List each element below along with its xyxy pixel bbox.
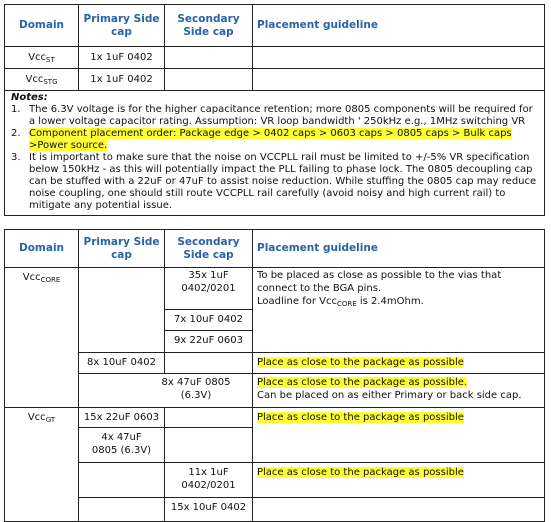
- header-domain: Domain: [5, 5, 79, 47]
- guideline-cell: [253, 47, 545, 69]
- note-item: [11, 152, 540, 212]
- primary-cap-cell: 1x 1uF 0402: [79, 47, 165, 69]
- primary-cap-cell: 15x 22uF 0603: [79, 408, 165, 428]
- note-number: 2.: [11, 128, 21, 139]
- guideline-cell: Place as close to the package as possible: [253, 463, 545, 498]
- table-row: [5, 69, 545, 91]
- loadline-text: Loadline for Vcc$_{CORE}$ is 2.4mOhm.: [257, 296, 424, 308]
- note-text: It is important to make sure that the noise on VCCPLL rail must be limited to +/-5% VR specification below 150kHz - as this will potentially impact the PLL failing to phase lock. The 0805 decoupling cap can be stuffed with a 22uF or 47uF to assist noise reduction. While stuffing the 0805 cap may reduce noise coupling, one should still route VCCPLL rail carefully (avoid noisy and high current rail) to mitigate any potential issue.: [29, 152, 537, 211]
- note-item: [11, 128, 540, 152]
- header-secondary-side-cap: Secondary Side cap: [165, 230, 253, 268]
- table-row: [5, 47, 545, 69]
- domain-cell: Vcc$_{STG}$: [5, 69, 79, 91]
- secondary-cap-cell: 11x 1uF 0402/0201: [165, 463, 253, 498]
- secondary-cap-cell: 7x 10uF 0402: [165, 310, 253, 331]
- primary-cap-cell: 4x 47uF 0805 (6.3V): [79, 428, 165, 463]
- primary-cap-cell: 8x 10uF 0402: [79, 353, 165, 374]
- decap-table-top: [4, 4, 545, 216]
- guideline-cell: Place as close to the package as possible: [253, 408, 545, 463]
- header-placement-guideline: Placement guideline: [253, 5, 545, 47]
- header-placement-guideline: Placement guideline: [253, 230, 545, 268]
- table-row: [5, 463, 545, 498]
- domain-cell: Vcc$_{ST}$: [5, 47, 79, 69]
- secondary-cap-cell: 15x 10uF 0402: [165, 498, 253, 522]
- note-item: [11, 104, 540, 128]
- table-row: [5, 374, 545, 408]
- note-text: The 6.3V voltage is for the higher capacitance retention; more 0805 components will be required for a lower voltage capacitor rating. Assumption: VR loop bandwidth ' 250kHz e.g., 1MHz switching VR: [29, 104, 533, 127]
- secondary-cap-cell: [165, 428, 253, 463]
- secondary-cap-cell: 35x 1uF 0402/0201: [165, 268, 253, 310]
- domain-cell: Vcc$_{CORE}$: [5, 268, 79, 408]
- guideline-cell: Place as close to the package as possible: [253, 353, 545, 374]
- decap-table-bottom: [4, 229, 545, 522]
- table-row: [5, 268, 545, 310]
- guideline-cell: [253, 69, 545, 91]
- secondary-cap-cell: [165, 69, 253, 91]
- header-primary-side-cap: Primary Side cap: [79, 230, 165, 268]
- note-text-highlighted: Component placement order: Package edge > 0402 caps > 0603 caps > 0805 caps > Bulk caps >Power source.: [29, 128, 512, 151]
- notes-section: [5, 91, 545, 216]
- domain-cell: Vcc$_{GT}$: [5, 408, 79, 522]
- primary-cap-cell: [79, 463, 165, 498]
- header-primary-side-cap: Primary Side cap: [79, 5, 165, 47]
- header-domain: Domain: [5, 230, 79, 268]
- primary-or-secondary-cap-cell: 8x 47uF 0805 (6.3V): [79, 374, 253, 408]
- note-number: 1.: [11, 104, 21, 115]
- notes-title: Notes:: [11, 92, 48, 103]
- primary-cap-cell: [79, 268, 165, 353]
- guideline-text: To be placed as close as possible to the vias that connect to the BGA pins.: [257, 270, 502, 294]
- note-number: 3.: [11, 152, 21, 163]
- secondary-cap-cell: 9x 22uF 0603: [165, 331, 253, 353]
- secondary-cap-cell: [165, 353, 253, 374]
- guideline-cell: Place as close to the package as possible. Can be placed on as either Primary or back side cap.: [253, 374, 545, 408]
- table-row: [5, 408, 545, 428]
- secondary-cap-cell: [165, 47, 253, 69]
- header-secondary-side-cap: Secondary Side cap: [165, 5, 253, 47]
- secondary-cap-cell: [165, 408, 253, 428]
- table-row: [5, 353, 545, 374]
- guideline-cell: [253, 268, 545, 353]
- primary-cap-cell: 1x 1uF 0402: [79, 69, 165, 91]
